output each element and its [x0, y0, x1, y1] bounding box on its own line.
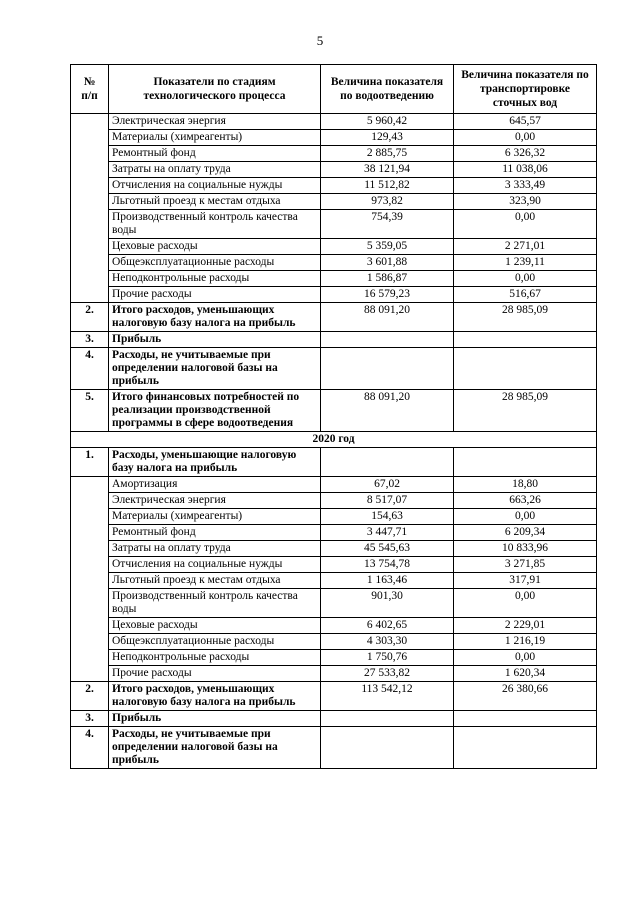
row-transport-value: 6 209,34	[454, 525, 597, 541]
row-num: 3.	[71, 711, 109, 727]
table-row	[71, 448, 597, 477]
row-drainage-value	[321, 727, 454, 769]
row-num-cell	[71, 589, 109, 618]
header-drainage: Величина показателя по водоотведению	[321, 65, 454, 114]
header-num: № п/п	[71, 65, 109, 114]
row-drainage-value: 5 960,42	[321, 114, 454, 130]
table-row	[71, 114, 597, 130]
row-label: Расходы, уменьшающие налоговую базу налога на прибыль	[109, 448, 321, 477]
row-drainage-value: 8 517,07	[321, 493, 454, 509]
table-row	[71, 210, 597, 239]
row-label: Неподконтрольные расходы	[109, 271, 321, 287]
table-row	[71, 650, 597, 666]
row-transport-value: 0,00	[454, 130, 597, 146]
table-row	[71, 634, 597, 650]
year-label: 2020 год	[71, 432, 597, 448]
table-row	[71, 287, 597, 303]
row-label: Итого расходов, уменьшающих налоговую базу налога на прибыль	[109, 303, 321, 332]
row-num: 5.	[71, 390, 109, 432]
row-drainage-value: 754,39	[321, 210, 454, 239]
row-transport-value: 516,67	[454, 287, 597, 303]
table-row	[71, 239, 597, 255]
row-drainage-value: 901,30	[321, 589, 454, 618]
row-transport-value: 1 216,19	[454, 634, 597, 650]
row-label: Общеэксплуатационные расходы	[109, 634, 321, 650]
row-num-cell	[71, 162, 109, 178]
row-transport-value	[454, 711, 597, 727]
row-num-cell	[71, 557, 109, 573]
row-num: 4.	[71, 727, 109, 769]
table-row	[71, 348, 597, 390]
row-label: Прибыль	[109, 711, 321, 727]
row-transport-value: 1 239,11	[454, 255, 597, 271]
row-label: Ремонтный фонд	[109, 146, 321, 162]
row-num-cell	[71, 618, 109, 634]
row-transport-value	[454, 332, 597, 348]
table-row	[71, 557, 597, 573]
table-row	[71, 618, 597, 634]
row-drainage-value	[321, 348, 454, 390]
row-transport-value: 26 380,66	[454, 682, 597, 711]
cost-table	[70, 64, 597, 769]
row-num-cell	[71, 573, 109, 589]
row-num: 2.	[71, 303, 109, 332]
row-label: Итого расходов, уменьшающих налоговую базу налога на прибыль	[109, 682, 321, 711]
row-drainage-value: 1 586,87	[321, 271, 454, 287]
row-drainage-value: 88 091,20	[321, 303, 454, 332]
row-num: 1.	[71, 448, 109, 477]
table-row	[71, 711, 597, 727]
row-num-cell	[71, 493, 109, 509]
row-transport-value: 0,00	[454, 589, 597, 618]
table-row	[71, 271, 597, 287]
row-drainage-value: 13 754,78	[321, 557, 454, 573]
row-num-cell	[71, 477, 109, 493]
row-transport-value: 2 271,01	[454, 239, 597, 255]
row-label: Материалы (химреагенты)	[109, 130, 321, 146]
row-label: Производственный контроль качества воды	[109, 210, 321, 239]
row-drainage-value: 11 512,82	[321, 178, 454, 194]
row-drainage-value: 129,43	[321, 130, 454, 146]
row-transport-value: 645,57	[454, 114, 597, 130]
row-num-cell	[71, 541, 109, 557]
row-label: Затраты на оплату труда	[109, 162, 321, 178]
table-row	[71, 130, 597, 146]
row-num-cell	[71, 178, 109, 194]
row-drainage-value: 5 359,05	[321, 239, 454, 255]
row-num-cell	[71, 271, 109, 287]
row-label: Производственный контроль качества воды	[109, 589, 321, 618]
row-label: Электрическая энергия	[109, 114, 321, 130]
row-num: 2.	[71, 682, 109, 711]
row-num-cell	[71, 194, 109, 210]
row-label: Отчисления на социальные нужды	[109, 178, 321, 194]
row-num-cell	[71, 146, 109, 162]
row-num-cell	[71, 525, 109, 541]
row-label: Ремонтный фонд	[109, 525, 321, 541]
year-row	[71, 432, 597, 448]
table-row	[71, 727, 597, 769]
table-header-row	[71, 65, 597, 114]
row-transport-value	[454, 448, 597, 477]
table-row	[71, 390, 597, 432]
row-drainage-value	[321, 711, 454, 727]
table-row	[71, 178, 597, 194]
table-row	[71, 255, 597, 271]
row-label: Неподконтрольные расходы	[109, 650, 321, 666]
row-transport-value: 0,00	[454, 271, 597, 287]
table-row	[71, 493, 597, 509]
row-transport-value: 3 271,85	[454, 557, 597, 573]
row-transport-value: 10 833,96	[454, 541, 597, 557]
row-drainage-value: 6 402,65	[321, 618, 454, 634]
header-transport: Величина показателя по транспортировке сточных вод	[454, 65, 597, 114]
table-row	[71, 541, 597, 557]
row-num-cell	[71, 114, 109, 130]
row-num-cell	[71, 255, 109, 271]
row-label: Амортизация	[109, 477, 321, 493]
row-drainage-value: 1 163,46	[321, 573, 454, 589]
row-num-cell	[71, 210, 109, 239]
row-drainage-value: 88 091,20	[321, 390, 454, 432]
row-drainage-value: 2 885,75	[321, 146, 454, 162]
row-transport-value	[454, 727, 597, 769]
row-num: 4.	[71, 348, 109, 390]
row-label: Прибыль	[109, 332, 321, 348]
row-drainage-value: 67,02	[321, 477, 454, 493]
row-num-cell	[71, 287, 109, 303]
row-transport-value: 323,90	[454, 194, 597, 210]
row-transport-value: 0,00	[454, 650, 597, 666]
row-transport-value: 0,00	[454, 509, 597, 525]
table-row	[71, 303, 597, 332]
table-row	[71, 146, 597, 162]
row-drainage-value	[321, 332, 454, 348]
table-row	[71, 509, 597, 525]
table-row	[71, 573, 597, 589]
row-transport-value: 11 038,06	[454, 162, 597, 178]
row-label: Электрическая энергия	[109, 493, 321, 509]
row-transport-value: 6 326,32	[454, 146, 597, 162]
row-label: Расходы, не учитываемые при определении налоговой базы на прибыль	[109, 348, 321, 390]
table-row	[71, 194, 597, 210]
row-num: 3.	[71, 332, 109, 348]
row-drainage-value: 3 447,71	[321, 525, 454, 541]
row-drainage-value: 113 542,12	[321, 682, 454, 711]
row-drainage-value: 16 579,23	[321, 287, 454, 303]
row-drainage-value: 45 545,63	[321, 541, 454, 557]
row-transport-value: 663,26	[454, 493, 597, 509]
row-drainage-value: 38 121,94	[321, 162, 454, 178]
row-drainage-value: 154,63	[321, 509, 454, 525]
row-label: Цеховые расходы	[109, 239, 321, 255]
row-transport-value: 0,00	[454, 210, 597, 239]
row-drainage-value: 1 750,76	[321, 650, 454, 666]
row-drainage-value: 973,82	[321, 194, 454, 210]
page-number: 5	[316, 33, 324, 48]
row-label: Общеэксплуатационные расходы	[109, 255, 321, 271]
table-row	[71, 589, 597, 618]
table-row	[71, 666, 597, 682]
row-drainage-value: 27 533,82	[321, 666, 454, 682]
row-num-cell	[71, 634, 109, 650]
row-transport-value: 317,91	[454, 573, 597, 589]
row-num-cell	[71, 130, 109, 146]
row-label: Цеховые расходы	[109, 618, 321, 634]
table-row	[71, 477, 597, 493]
row-transport-value: 2 229,01	[454, 618, 597, 634]
row-label: Прочие расходы	[109, 287, 321, 303]
row-drainage-value: 3 601,88	[321, 255, 454, 271]
row-drainage-value	[321, 448, 454, 477]
row-transport-value: 3 333,49	[454, 178, 597, 194]
row-label: Льготный проезд к местам отдыха	[109, 194, 321, 210]
row-label: Прочие расходы	[109, 666, 321, 682]
table-row	[71, 162, 597, 178]
row-num-cell	[71, 666, 109, 682]
row-label: Льготный проезд к местам отдыха	[109, 573, 321, 589]
row-label: Отчисления на социальные нужды	[109, 557, 321, 573]
row-drainage-value: 4 303,30	[321, 634, 454, 650]
table-row	[71, 682, 597, 711]
header-indicators: Показатели по стадиям технологического процесса	[109, 65, 321, 114]
row-label: Затраты на оплату труда	[109, 541, 321, 557]
row-transport-value: 28 985,09	[454, 390, 597, 432]
row-transport-value: 1 620,34	[454, 666, 597, 682]
row-label: Материалы (химреагенты)	[109, 509, 321, 525]
row-transport-value: 18,80	[454, 477, 597, 493]
row-transport-value	[454, 348, 597, 390]
table-row	[71, 332, 597, 348]
row-num-cell	[71, 509, 109, 525]
row-label: Расходы, не учитываемые при определении налоговой базы на прибыль	[109, 727, 321, 769]
row-num-cell	[71, 239, 109, 255]
row-num-cell	[71, 650, 109, 666]
table-body	[71, 114, 597, 769]
row-transport-value: 28 985,09	[454, 303, 597, 332]
row-label: Итого финансовых потребностей по реализации производственной программы в сфере водоотведения	[109, 390, 321, 432]
table-row	[71, 525, 597, 541]
